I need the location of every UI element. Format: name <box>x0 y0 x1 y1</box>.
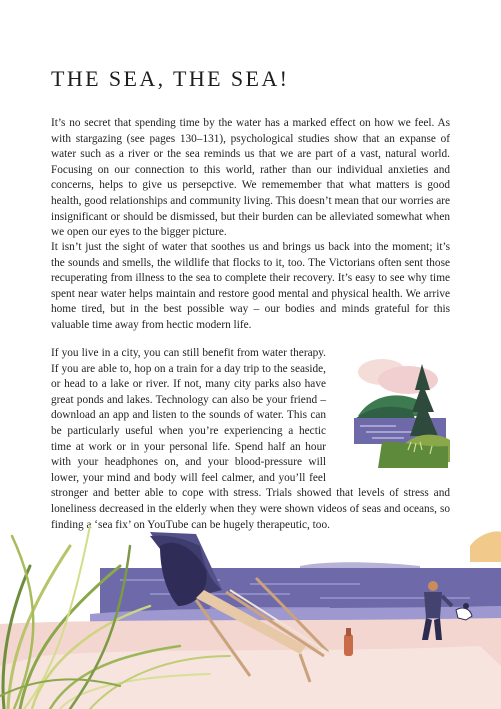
paragraph-2: It isn’t just the sight of water that soothes us and brings us back into the moment; it’s the sounds and smells, the wildlife that flocks to it, too. The Victorians often sent those recuperating from illness to the sea to complete their recovery. It’s easy to see why time spent near water helps maintain and restore good mental and physical health. We arrive home tired, but in the best possible way – our bodies and minds grateful for this valuable time away from hectic modern life. <box>51 241 450 331</box>
beach-illustration <box>0 506 501 709</box>
paragraph-3-text: If you live in a city, you can still benefit from water therapy. If you are able to, hop on a train for a day trip to the seaside, or head to a lake or river. If not, many city parks also have great ponds and lakes. Technology can also be your friend – download an app and listen to the sounds of water. This can be particularly useful when you’re experiencing a hectic time at work or in your personal life. Spend half an hour with your headphones on, and your blood-pressure will lower, your mind and body will feel calmer, and you’ll feel stronger and better able to cope with stress. Trials showed that levels of stress and loneliness decreased in the elderly when they were shown videos of seas and oceans, so finding a ‘sea fix’ on YouTube can be hugely therapeutic, too. <box>51 347 450 531</box>
paragraph-1: It’s no secret that spending time by the water has a marked effect on how we feel. As with stargazing (see pages 130–131), psychological studies show that an expanse of water such as a river or the sea reminds us that we are part of a vast, natural world. Focusing on our connection to this world, rather than our individual anxieties and concerns, helps to give us persepctive. We rememember that what matters is good health, good relationships and community living. This doesn’t mean that our worries are insignificant or should be dismissed, but their burden can be alleviated somewhat when we open our eyes to the bigger picture. <box>51 117 450 239</box>
lake-illustration <box>352 350 454 470</box>
page-title: THE SEA, THE SEA! <box>51 66 290 91</box>
